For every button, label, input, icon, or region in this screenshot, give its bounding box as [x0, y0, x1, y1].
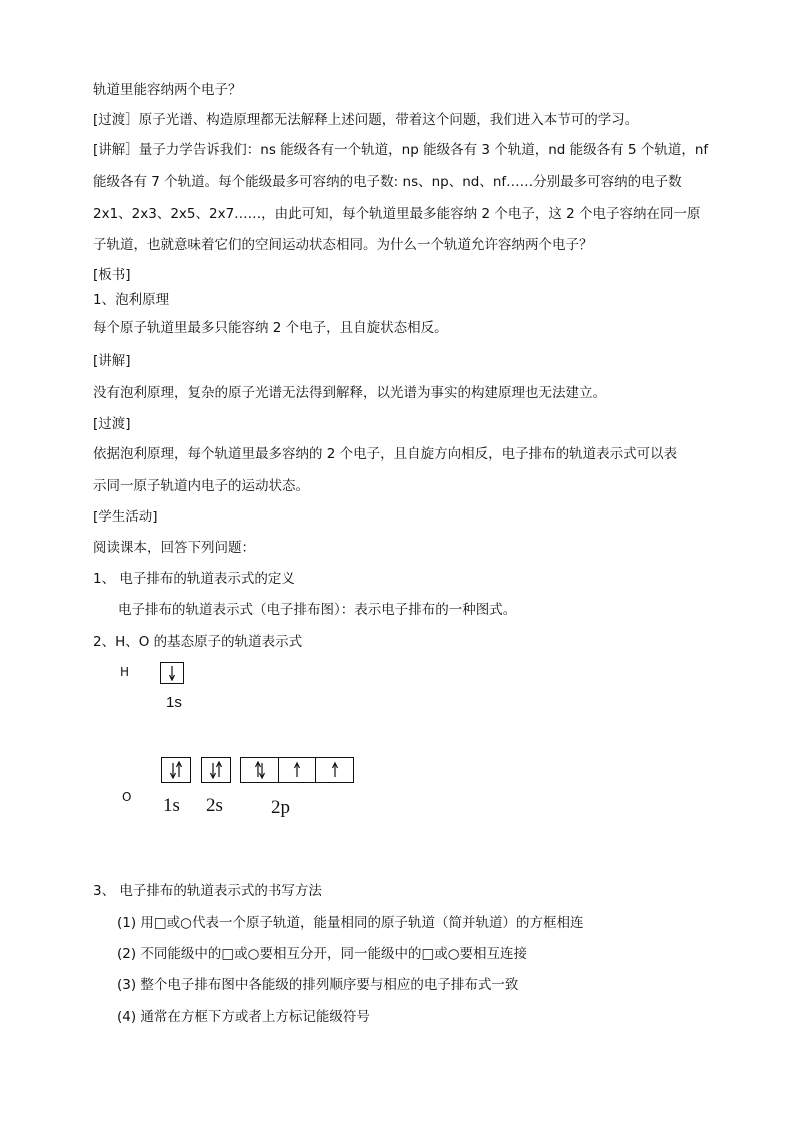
board-heading: [板书]	[93, 267, 131, 283]
o-2s-orbital-row	[201, 757, 231, 783]
student-activity-heading: [学生活动]	[93, 509, 158, 525]
o-1s-orbital-box	[161, 757, 191, 783]
o-2py-orbital-box	[278, 757, 317, 783]
rule-3: (3) 整个电子排布图中各能级的排列顺序要与相应的电子排布式一致	[117, 977, 519, 993]
explain-heading: [讲解]	[93, 353, 131, 369]
element-label-h: H	[120, 665, 130, 679]
element-label-o: O	[122, 790, 132, 804]
spin-pair-arrow-icon	[168, 761, 184, 779]
question-2: 2、H、O 的基态原子的轨道表示式	[93, 634, 303, 650]
h-1s-label: 1s	[166, 694, 182, 711]
text-line-3: [讲解］量子力学告诉我们：ns 能级各有一个轨道，np 能级各有 3 个轨道，nd 能级各有 5 个轨道，nf	[93, 142, 709, 158]
rule-4: (4) 通常在方框下方或者上方标记能级符号	[117, 1009, 370, 1025]
transition-heading: [过渡]	[93, 416, 131, 432]
question-1: 1、 电子排布的轨道表示式的定义	[93, 571, 295, 587]
text-line-1: 轨道里能容纳两个电子？	[93, 82, 242, 98]
rule-2: (2) 不同能级中的□或○要相互分开，同一能级中的□或○要相互连接	[117, 946, 527, 962]
o-2s-orbital-box	[201, 757, 231, 783]
o-2s-label: 2s	[206, 795, 223, 816]
o-1s-label: 1s	[163, 795, 180, 816]
text-line-5: 2x1、2x3、2x5、2x7……，由此可知，每个轨道里最多能容纳 2 个电子，这 2 个电子容纳在同一原	[93, 206, 701, 222]
o-2pz-orbital-box	[315, 757, 354, 783]
o-2px-orbital-box	[240, 757, 279, 783]
question-3: 3、 电子排布的轨道表示式的书写方法	[93, 883, 322, 899]
spin-down-arrow-icon	[168, 665, 176, 681]
rule-1: (1) 用□或○代表一个原子轨道，能量相同的原子轨道（简并轨道）的方框相连	[117, 915, 584, 931]
spin-up-arrow-icon	[330, 761, 340, 779]
text-line-16: 阅读课本，回答下列问题：	[93, 540, 255, 556]
h-orbital-row	[160, 662, 184, 684]
answer-1: 电子排布的轨道表示式（电子排布图）：表示电子排布的一种图式。	[118, 602, 517, 618]
o-1s-orbital-row	[161, 757, 191, 783]
text-line-4: 能级各有 7 个轨道。每个能级最多可容纳的电子数: ns、np、nd、nf……分别最多可容纳的电子数	[93, 174, 682, 190]
text-line-13: 依据泡利原理，每个轨道里最多容纳的 2 个电子，且自旋方向相反，电子排布的轨道表示式可以表	[93, 446, 678, 462]
o-2p-orbital-row	[240, 757, 354, 783]
spin-up-arrow-icon	[292, 761, 302, 779]
h-1s-orbital-box	[160, 662, 184, 684]
text-line-11: 没有泡利原理，复杂的原子光谱无法得到解释，以光谱为事实的构建原理也无法建立。	[93, 385, 606, 401]
text-line-9: 每个原子轨道里最多只能容纳 2 个电子，且自旋状态相反。	[93, 320, 448, 336]
spin-pair-arrow-icon	[208, 761, 224, 779]
text-line-6: 子轨道，也就意味着它们的空间运动状态相同。为什么一个轨道允许容纳两个电子？	[93, 237, 593, 253]
text-line-2: [过渡］原子光谱、构造原理都无法解释上述问题，带着这个问题，我们进入本节可的学习。	[93, 112, 639, 128]
o-2p-label: 2p	[271, 797, 290, 818]
section-heading-pauli: 1、泡利原理	[93, 292, 170, 308]
spin-pair-arrow-icon	[252, 761, 268, 779]
text-line-14: 示同一原子轨道内电子的运动状态。	[93, 478, 309, 494]
